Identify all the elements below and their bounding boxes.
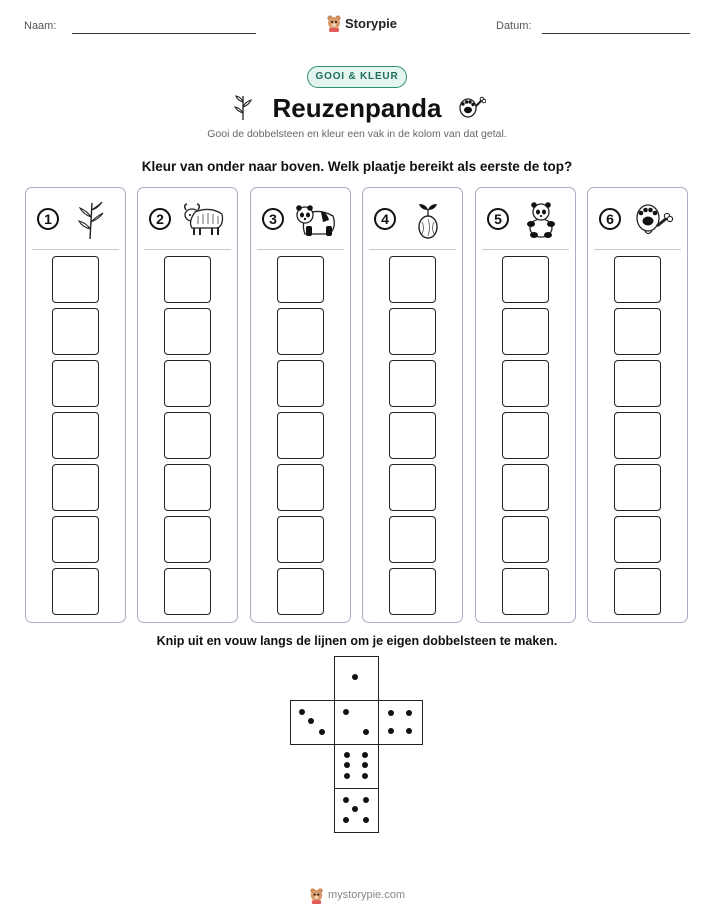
bamboo-branch-icon xyxy=(68,200,114,240)
color-cell[interactable] xyxy=(52,308,99,355)
color-cell[interactable] xyxy=(164,568,211,615)
column-6 xyxy=(587,187,688,623)
dice-face-1-top xyxy=(334,656,379,701)
color-cell[interactable] xyxy=(164,412,211,459)
column-3 xyxy=(250,187,351,623)
color-cell[interactable] xyxy=(277,516,324,563)
color-cell[interactable] xyxy=(614,516,661,563)
color-cell[interactable] xyxy=(52,568,99,615)
dice-face-6-bottom xyxy=(334,744,379,789)
yak-icon xyxy=(180,200,226,240)
column-number: 4 xyxy=(374,208,396,230)
color-cell[interactable] xyxy=(502,412,549,459)
color-cell[interactable] xyxy=(52,256,99,303)
pip xyxy=(308,718,314,724)
color-cell[interactable] xyxy=(52,360,99,407)
column-number: 6 xyxy=(599,208,621,230)
pip xyxy=(388,710,394,716)
color-cell[interactable] xyxy=(614,360,661,407)
column-number: 1 xyxy=(37,208,59,230)
footer-url: mystorypie.com xyxy=(328,889,406,901)
giant-panda-icon xyxy=(293,200,339,240)
page-title: Reuzenpanda xyxy=(272,93,442,123)
column-1 xyxy=(25,187,126,623)
color-cell[interactable] xyxy=(614,568,661,615)
pip xyxy=(343,817,349,823)
color-cell[interactable] xyxy=(502,256,549,303)
color-cell[interactable] xyxy=(277,360,324,407)
pip xyxy=(388,728,394,734)
dice-face-3-left xyxy=(290,700,335,745)
instruction: Kleur van onder naar boven. Welk plaatje bereikt als eerste de top? xyxy=(141,159,573,174)
column-number: 3 xyxy=(262,208,284,230)
panda-cub-icon xyxy=(518,200,564,240)
color-cell[interactable] xyxy=(614,464,661,511)
color-cell[interactable] xyxy=(52,412,99,459)
storypie-bear-icon xyxy=(309,887,324,904)
column-separator xyxy=(482,249,569,250)
color-cell[interactable] xyxy=(614,412,661,459)
dice-instruction: Knip uit en vouw langs de lijnen om je eigen dobbelsteen te maken. xyxy=(156,634,558,648)
color-cell[interactable] xyxy=(389,308,436,355)
dice-face-2-center xyxy=(334,700,379,745)
color-cell[interactable] xyxy=(164,516,211,563)
color-cell[interactable] xyxy=(389,568,436,615)
pip xyxy=(406,710,412,716)
pip xyxy=(352,806,358,812)
color-cell[interactable] xyxy=(502,516,549,563)
subtitle: Gooi de dobbelsteen en kleur een vak in de kolom van dat getal. xyxy=(207,128,507,140)
color-cell[interactable] xyxy=(164,308,211,355)
pip xyxy=(363,797,369,803)
pip xyxy=(362,773,368,779)
color-cell[interactable] xyxy=(164,256,211,303)
color-cell[interactable] xyxy=(389,360,436,407)
color-cell[interactable] xyxy=(614,256,661,303)
color-cell[interactable] xyxy=(52,464,99,511)
pip xyxy=(352,674,358,680)
color-cell[interactable] xyxy=(502,464,549,511)
color-cell[interactable] xyxy=(277,256,324,303)
column-4 xyxy=(362,187,463,623)
column-2 xyxy=(137,187,238,623)
color-cell[interactable] xyxy=(277,308,324,355)
column-5 xyxy=(475,187,576,623)
dice-face-4-right xyxy=(378,700,423,745)
seed-sprout-icon xyxy=(405,200,451,240)
column-number: 2 xyxy=(149,208,171,230)
name-label: Naam: xyxy=(24,20,57,32)
name-line xyxy=(72,33,256,34)
pip xyxy=(343,797,349,803)
activity-badge: GOOI & KLEUR xyxy=(307,66,407,88)
pip xyxy=(299,709,305,715)
pip xyxy=(344,762,350,768)
date-label: Datum: xyxy=(496,20,532,32)
date-line xyxy=(542,33,690,34)
brand-name: Storypie xyxy=(345,15,398,31)
color-cell[interactable] xyxy=(389,464,436,511)
column-separator xyxy=(32,249,119,250)
pip xyxy=(406,728,412,734)
column-separator xyxy=(594,249,681,250)
pip xyxy=(344,752,350,758)
color-cell[interactable] xyxy=(52,516,99,563)
color-cell[interactable] xyxy=(502,308,549,355)
storypie-logo xyxy=(326,13,397,33)
paw-bone-icon xyxy=(630,200,676,240)
column-separator xyxy=(144,249,231,250)
color-cell[interactable] xyxy=(277,464,324,511)
color-cell[interactable] xyxy=(502,568,549,615)
color-cell[interactable] xyxy=(389,516,436,563)
color-cell[interactable] xyxy=(502,360,549,407)
footer xyxy=(309,885,405,905)
color-cell[interactable] xyxy=(164,360,211,407)
storypie-bear-icon xyxy=(326,14,342,32)
paw-bone-title-icon xyxy=(456,93,486,121)
pip xyxy=(363,817,369,823)
column-separator xyxy=(257,249,344,250)
pip xyxy=(344,773,350,779)
pip xyxy=(363,729,369,735)
dice-face-5-back xyxy=(334,788,379,833)
pip xyxy=(343,709,349,715)
column-number: 5 xyxy=(487,208,509,230)
color-cell[interactable] xyxy=(277,568,324,615)
color-cell[interactable] xyxy=(614,308,661,355)
color-cell[interactable] xyxy=(389,412,436,459)
pip xyxy=(362,762,368,768)
pip xyxy=(319,729,325,735)
pip xyxy=(362,752,368,758)
column-separator xyxy=(369,249,456,250)
color-cell[interactable] xyxy=(389,256,436,303)
color-cell[interactable] xyxy=(277,412,324,459)
color-cell[interactable] xyxy=(164,464,211,511)
